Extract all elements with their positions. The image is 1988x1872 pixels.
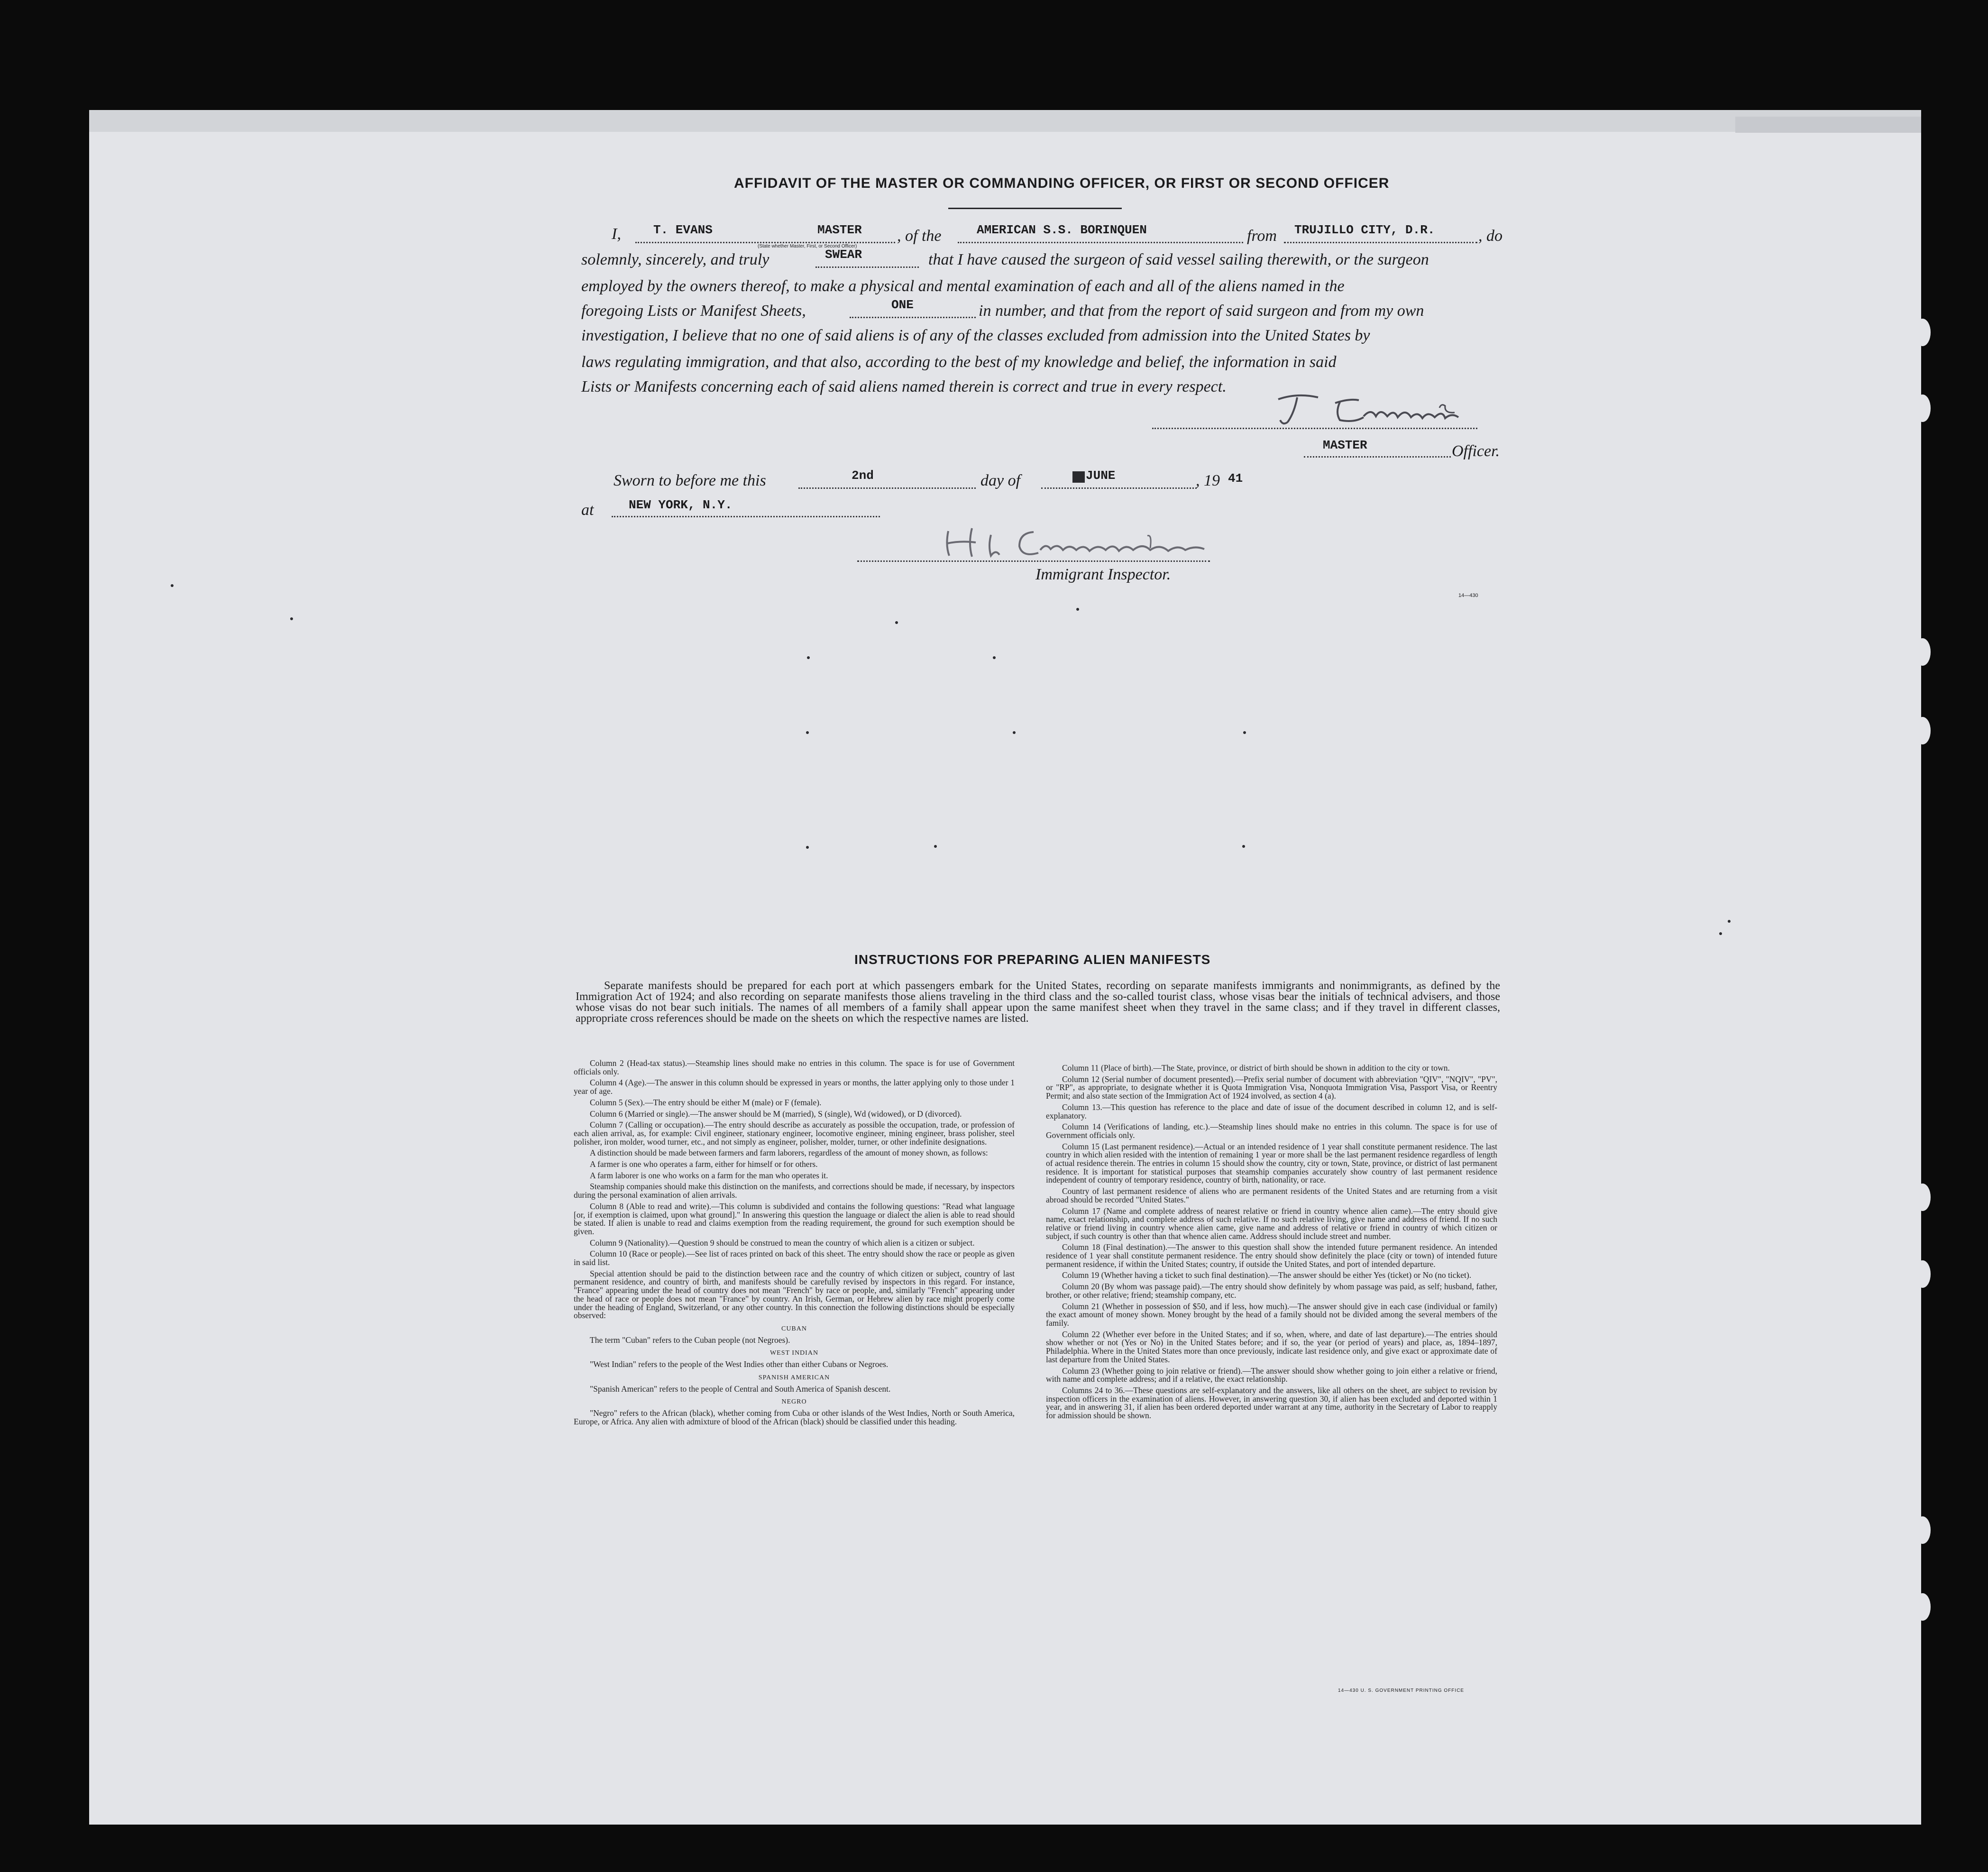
officer-title: MASTER (1323, 438, 1367, 452)
do-label: , do (1478, 227, 1502, 245)
master-name: T. EVANS (653, 223, 713, 237)
instruction-col-18: Column 18 (Final destination).—The answer to this question shall show the intended future permanent residence. An intended residence of 1 year shall constitute permanent residence. The entry should show definitely the place (city or town) of intended future permanent residence, if within the United States; country, if outside the United States, and port of intended departure. (1046, 1242, 1497, 1269)
instructions-right-column (1046, 1064, 1497, 1423)
instruction-farmer: A farmer is one who operates a farm, either for himself or for others. (590, 1159, 818, 1169)
instruction-col-22: Column 22 (Whether ever before in the United States; and if so, when, where, and date of last departure).—The entries should show whether or not (Yes or No) in the United States before; and if so, the year (or period of years) and place, as, 1894–1897, Philadelphia. Where in the United States more than once previously, indicate last residence only, and give exact or approximate date of last departure from the United States. (1046, 1329, 1497, 1364)
of-the-label: , of the (897, 227, 942, 245)
vessel-name: AMERICAN S.S. BORINQUEN (977, 223, 1147, 237)
inspector-signature (939, 522, 1242, 564)
scan-speck (806, 846, 809, 849)
heading-west-indian: WEST INDIAN (770, 1349, 819, 1357)
binder-hole (1918, 319, 1937, 346)
form-number: 14—430 (1458, 593, 1478, 598)
definition-cuban: The term "Cuban" refers to the Cuban people (not Negroes). (590, 1335, 790, 1345)
instruction-farm-laborer: A farm laborer is one who works on a farm for the man who operates it. (590, 1170, 828, 1180)
affidavit-line-2: that I have caused the surgeon of said vessel sailing therewith, or the surgeon (928, 251, 1429, 268)
heading-negro: NEGRO (781, 1398, 807, 1406)
heading-cuban: CUBAN (781, 1325, 807, 1332)
scan-speck (1013, 731, 1016, 734)
instruction-steamship-distinction: Steamship companies should make this distinction on the manifests, and corrections should be made, if necessary, by inspectors during the personal examination of alien arrivals. (574, 1182, 1015, 1200)
instruction-col-14: Column 14 (Verifications of landing, etc.).—Steamship lines should make no entries in this column. The space is for use of Government officials only. (1046, 1122, 1497, 1140)
sworn-text: Sworn to before me this (614, 472, 766, 489)
sheet-count: ONE (891, 298, 914, 312)
sworn-day: 2nd (852, 468, 874, 483)
sworn-month-line (1041, 487, 1197, 489)
printing-office-footer: 14—430 U. S. GOVERNMENT PRINTING OFFICE (1338, 1688, 1465, 1693)
binder-hole (1918, 638, 1937, 666)
port-from: TRUJILLO CITY, D.R. (1294, 223, 1435, 237)
instructions-left-column (574, 1059, 1015, 1429)
binder-hole (1918, 1593, 1937, 1621)
vessel-line (958, 242, 1243, 243)
binder-hole (1918, 1260, 1937, 1288)
binder-hole (1918, 395, 1937, 422)
heading-spanish-american: SPANISH AMERICAN (758, 1374, 830, 1381)
name-line (635, 242, 895, 243)
instruction-farm-distinction: A distinction should be made between farmers and farm laborers, regardless of the amount of money shown, as follows: (590, 1148, 988, 1158)
scan-speck (806, 731, 809, 734)
instruction-col-15: Column 15 (Last permanent residence).—Actual or an intended residence of 1 year shall constitute permanent residence. The last country in which alien resided with the intention of remaining 1 year or more shall be the last permanent residence regardless of length of actual residence therein. The entries in column 15 should show the country, city or town, State, province, or district of last permanent residence. It is important for statistical purposes that steamship companies accurately show country of last permanent residence independent of country of temporary residence, country of birth, nationality, or race. (1046, 1141, 1497, 1185)
sheet-count-line (850, 317, 976, 318)
affidavit-line-5: investigation, I believe that no one of said aliens is of any of the classes excluded from admission into the United States by (581, 327, 1370, 344)
scan-speck (290, 617, 293, 620)
binder-hole (1918, 1516, 1937, 1544)
struck-out-mark (1072, 471, 1085, 483)
instruction-col-5: Column 5 (Sex).—The entry should be either M (male) or F (female). (590, 1097, 822, 1107)
affidavit-line-3: employed by the owners thereof, to make a physical and mental examination of each and all of the aliens named in the (581, 277, 1345, 295)
title-rule (948, 208, 1122, 209)
instructions-title: INSTRUCTIONS FOR PREPARING ALIEN MANIFESTS (854, 952, 1211, 967)
instruction-race-country: Special attention should be paid to the distinction between race and the country of which citizen or subject, country of last permanent residence, and country of birth, and manifests should be carefully revised by inspectors in this regard. For instance, "France" appearing under the head of country does not mean "French" by race or people, and, similarly "French" appearing under the head of race or people does not mean "France" by country. An Irish, German, or Hebrew alien by race might properly come under the heading of England, Switzerland, or any other country. In this connection the following distinctions should be especially observed: (574, 1268, 1015, 1321)
i-label: I, (612, 225, 621, 243)
instruction-col-11: Column 11 (Place of birth).—The State, province, or district of birth should be shown in addition to the city or town. (1062, 1063, 1450, 1073)
instruction-us-residents: Country of last permanent residence of aliens who are permanent residents of the United States and are returning from a visit abroad should be recorded "United States." (1046, 1186, 1497, 1204)
day-of-label: day of (980, 472, 1021, 489)
port-line (1284, 242, 1477, 243)
instruction-col-23: Column 23 (Whether going to join relative or friend).—The answer should show whether going to join either a relative or friend, with name and complete address; and if a relative, the exact relationship. (1046, 1366, 1497, 1384)
inspector-label: Immigrant Inspector. (1035, 566, 1171, 583)
rank-hint: (State whether Master, First, or Second Officer) (758, 244, 857, 249)
instruction-col-8: Column 8 (Able to read and write).—This column is subdivided and contains the following questions: "Read what language [or, if exemption is claimed, upon what ground]." In answering this question the language or dialect the alien is able to read should be stated. If alien is unable to read and claims exemption from the reading requirement, the ground for such exemption should be given. (574, 1201, 1015, 1236)
sheet-top-edge (89, 110, 1921, 132)
definition-west-indian: "West Indian" refers to the people of the West Indies other than either Cubans or Negroes. (590, 1359, 889, 1369)
officer-rank: MASTER (817, 223, 862, 237)
binder-hole (1918, 1184, 1937, 1211)
sworn-month: JUNE (1086, 468, 1116, 483)
affidavit-line-4a: foregoing Lists or Manifest Sheets, (581, 302, 806, 320)
affidavit-line-4b: in number, and that from the report of said surgeon and from my own (979, 302, 1424, 320)
instructions-intro-text: Separate manifests should be prepared for each port at which passengers embark for the United States, recording on separate manifests immigrants and nonimmigrants, as defined by the Immigration Act of 1924; and also recording on separate manifests those aliens traveling in the third class and the so-called tourist class, whose visas bear the initials of technical advisers, and those whose visas do not bear such initials. The names of all members of a family shall appear upon the same manifest sheet when they travel in the same class; and if they travel in different classes, appropriate cross references should be made on the sheets on which the respective names are listed. (576, 980, 1500, 1025)
scan-speck (1076, 608, 1079, 611)
oath-line (815, 266, 919, 268)
instructions-intro (576, 981, 1500, 1024)
location-line (612, 516, 880, 517)
affidavit-title: AFFIDAVIT OF THE MASTER OR COMMANDING OFFICER, OR FIRST OR SECOND OFFICER (734, 175, 1390, 191)
instruction-col-20: Column 20 (By whom was passage paid).—The entry should show definitely by whom passage was paid, as self; husband, father, brother, or other relative; friend; steamship company, etc. (1046, 1282, 1497, 1300)
instruction-col-2: Column 2 (Head-tax status).—Steamship lines should make no entries in this column. The space is for use of Government officials only. (574, 1058, 1015, 1076)
scan-speck (807, 656, 810, 659)
instruction-col-10: Column 10 (Race or people).—See list of races printed on back of this sheet. The entry should show the race or people as given in said list. (574, 1249, 1015, 1267)
scan-speck (171, 584, 174, 587)
instruction-col-6: Column 6 (Married or single).—The answer should be M (married), S (single), Wd (widowed), or D (divorced). (590, 1109, 962, 1119)
binder-hole (1918, 717, 1937, 744)
officer-title-line (1304, 456, 1451, 458)
scan-speck (1242, 845, 1245, 848)
instruction-col-4: Column 4 (Age).—The answer in this column should be expressed in years or months, the latter applying only to those under 1 year of age. (574, 1078, 1015, 1096)
instruction-col-7: Column 7 (Calling or occupation).—The entry should describe as accurately as possible the occupation, trade, or profession of each alien arrival, as, for example: Civil engineer, stationary engineer, locomotive engineer, mining engineer, brass polisher, steel polisher, iron molder, wood turner, etc., and not simply as engineer, polisher, molder, turner, or other indefinite designations. (574, 1120, 1015, 1147)
instruction-col-9: Column 9 (Nationality).—Question 9 should be construed to mean the country of which alien is a citizen or subject. (590, 1238, 975, 1248)
year-prefix: , 19 (1196, 472, 1220, 489)
scan-speck (1719, 932, 1722, 935)
inspector-line (857, 560, 1210, 562)
scan-speck (1728, 920, 1731, 923)
sheet-fold (1735, 117, 1921, 133)
scan-speck (1243, 731, 1246, 734)
scan-speck (934, 845, 937, 848)
officer-label: Officer. (1452, 442, 1500, 460)
master-signature (1269, 389, 1477, 431)
oath-word: SWEAR (825, 248, 862, 262)
solemnly-text: solemnly, sincerely, and truly (581, 251, 770, 268)
instruction-col-12: Column 12 (Serial number of document presented).—Prefix serial number of document with abbreviation "QIV", "NQIV", "PV", or "RP", as appropriate, to designate whether it is Quota Immigration Visa, Nonquota Immigration Visa, Passport Visa, or Reentry Permit; and also state section of the Immigration Act of 1924 involved, as section 4 (a). (1046, 1074, 1497, 1101)
at-label: at (581, 501, 594, 519)
definition-negro: "Negro" refers to the African (black), whether coming from Cuba or other islands of the West Indies, North or South America, Europe, or Africa. Any alien with admixture of blood of the African (black) should be classified under this heading. (574, 1408, 1015, 1426)
instruction-col-17: Column 17 (Name and complete address of nearest relative or friend in country whence alien came).—The entry should give name, exact relationship, and complete address of such relative. If no such relative living, give name and address of friend. If no such relative or friend living in country whence alien came, give name and address of relative or friend in country of which citizen or subject, if such country is other than that whence alien came. Address should include street and number. (1046, 1206, 1497, 1241)
instruction-col-13: Column 13.—This question has reference to the place and date of issue of the document described in column 12, and is self-explanatory. (1046, 1102, 1497, 1120)
scan-speck (993, 656, 996, 659)
sworn-year: 41 (1228, 471, 1243, 486)
from-label: from (1247, 227, 1277, 245)
instruction-col-21: Column 21 (Whether in possession of $50, and if less, how much).—The answer should give in each case (individual or family) the exact amount of money shown. Money brought by the head of a family should not be divided among the several members of the family. (1046, 1301, 1497, 1328)
sworn-location: NEW YORK, N.Y. (629, 498, 733, 512)
definition-spanish-american: "Spanish American" refers to the people of Central and South America of Spanish descent. (590, 1384, 891, 1394)
sworn-day-line (798, 487, 976, 489)
scan-speck (895, 621, 898, 624)
instruction-col-19: Column 19 (Whether having a ticket to such final destination).—The answer should be either Yes (ticket) or No (no ticket). (1062, 1270, 1472, 1280)
instruction-col-24-36: Columns 24 to 36.—These questions are self-explanatory and the answers, like all others on the sheet, are subject to revision by inspection officers in the examination of aliens. However, in answering question 30, if alien has been excluded and deported within 1 year, and in answering 31, if alien has been ordered deported under warrant at any time, authority in the Secretary of Labor to reapply for admission should be shown. (1046, 1385, 1497, 1421)
affidavit-line-7: Lists or Manifests concerning each of said aliens named therein is correct and true in every respect. (581, 378, 1227, 395)
affidavit-line-6: laws regulating immigration, and that also, according to the best of my knowledge and belief, the information in said (581, 353, 1337, 371)
